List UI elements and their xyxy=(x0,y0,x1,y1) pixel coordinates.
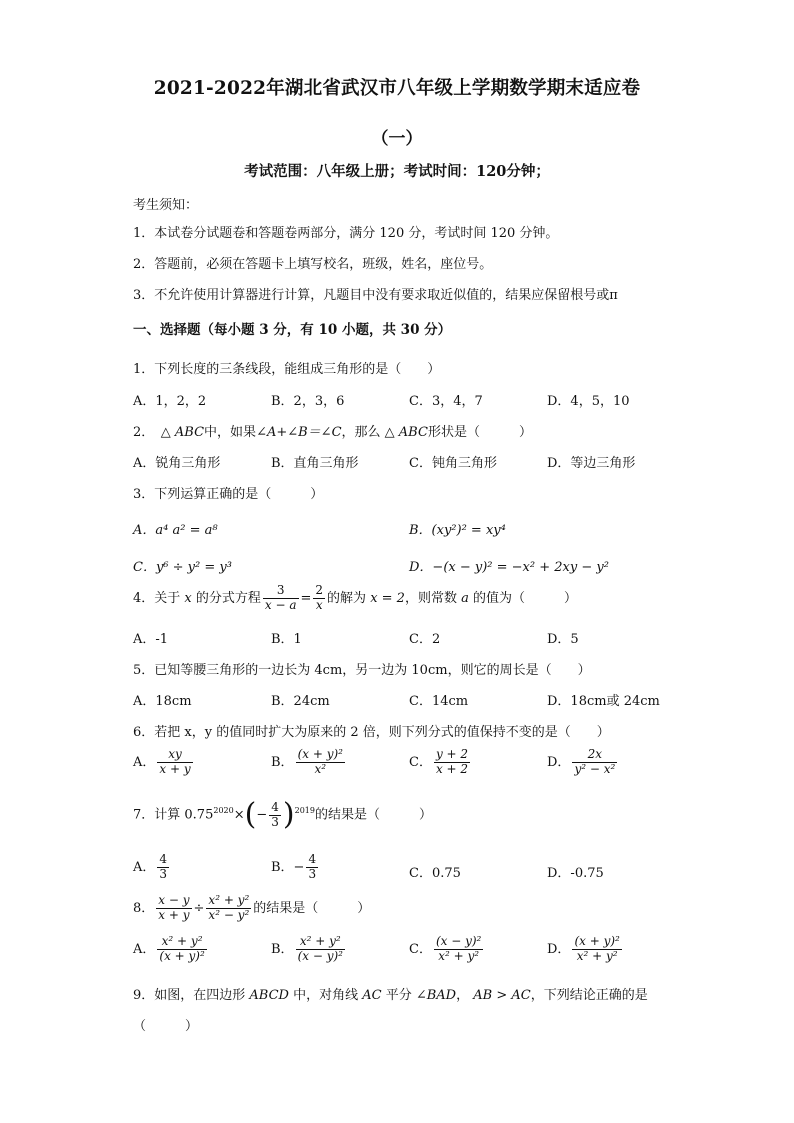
question-3-option-b[interactable]: B．(xy²)² = xy⁴ xyxy=(409,523,506,538)
question-8-options xyxy=(133,935,693,975)
question-8-fraction-left: $\frac{x - y}{x + y}$ xyxy=(158,893,190,922)
question-2-option-d[interactable]: D．等边三角形 xyxy=(547,456,636,471)
question-6-option-a[interactable]: A． $\frac{xy}{x + y}$ xyxy=(133,747,191,776)
question-4-fraction-right: $\frac{2}{x}$ xyxy=(315,583,324,612)
question-1-option-c[interactable]: C．3，4，7 xyxy=(409,394,483,409)
question-3-options-row1 xyxy=(133,519,693,543)
question-4-option-a[interactable]: A．-1 xyxy=(133,632,169,647)
notice-item-3: 3．不允许使用计算器进行计算，凡题目中没有要求取近似值的，结果应保留根号或π xyxy=(133,288,618,303)
question-3-option-c[interactable]: C．y⁶ ÷ y² = y³ xyxy=(133,560,232,575)
section-heading-choice: 一、选择题（每小题 3 分，有 10 小题，共 30 分） xyxy=(133,322,452,338)
question-3-options-row2 xyxy=(133,556,693,580)
exam-scope: 考试范围：八年级上册；考试时间：120分钟； xyxy=(244,163,550,180)
question-5-option-b[interactable]: B．24cm xyxy=(271,694,330,709)
question-6-options xyxy=(133,748,693,788)
exam-subtitle: （一） xyxy=(371,129,423,149)
exam-title: 2021-2022年湖北省武汉市八年级上学期数学期末适应卷 xyxy=(153,78,641,99)
question-5-option-d[interactable]: D．18cm或 24cm xyxy=(547,694,660,709)
question-2-stem: 2． △ ABC中，如果∠A+∠B＝∠C，那么 △ ABC形状是（ ） xyxy=(133,425,532,440)
question-8-option-a[interactable]: A． $\frac{\text{x² + y²}}{\text{(x + y)²}}$ xyxy=(133,934,205,963)
question-1-option-b[interactable]: B．2，3，6 xyxy=(271,394,345,409)
question-9-stem: 9．如图，在四边形 ABCD 中，对角线 AC 平分 ∠BAD， AB > AC，下列结论正确的是 xyxy=(133,988,648,1003)
question-9-blank: （ ） xyxy=(133,1019,199,1034)
question-8-option-d[interactable]: D． $\frac{\text{(x + y)²}}{\text{x² + y²}}$ xyxy=(547,934,620,963)
question-7-fraction: $\frac{4}{3}$ xyxy=(271,799,279,829)
question-6-option-b[interactable]: B． $\frac{\text{(x + y)²}}{\text{x²}}$ xyxy=(271,747,343,776)
question-2-option-c[interactable]: C．钝角三角形 xyxy=(409,456,497,471)
question-8-stem: 8． $\frac{x - y}{x + y}$ ÷ $\frac{\text{x² + y²}}{\text{x² − y²}}$ 的结果是（ ） xyxy=(133,893,371,922)
question-2-option-a[interactable]: A．锐角三角形 xyxy=(133,456,221,471)
question-4-stem: 4．关于 x 的分式方程 $\frac{3}{x - a}$ = $\frac{2}{x}$ 的解为 x = 2，则常数 a 的值为（ ） xyxy=(133,583,577,612)
question-4-option-b[interactable]: B．1 xyxy=(271,632,302,647)
notice-item-2: 2．答题前，必须在答题卡上填写校名，班级，姓名，座位号。 xyxy=(133,257,493,272)
question-5-stem: 5．已知等腰三角形的一边长为 4cm，另一边为 10cm，则它的周长是（ ） xyxy=(133,663,591,678)
question-2-condition: ∠A+∠B＝∠C xyxy=(256,425,342,440)
question-1-options xyxy=(133,390,693,414)
question-7-options xyxy=(133,853,693,889)
question-5-option-a[interactable]: A．18cm xyxy=(133,694,192,709)
question-5-option-c[interactable]: C．14cm xyxy=(409,694,469,709)
question-4-option-d[interactable]: D．5 xyxy=(547,632,579,647)
question-6-stem: 6．若把 x，y 的值同时扩大为原来的 2 倍，则下列分式的值保持不变的是（ ） xyxy=(133,725,610,740)
question-2-option-b[interactable]: B．直角三角形 xyxy=(271,456,359,471)
question-1-option-d[interactable]: D．4，5，10 xyxy=(547,394,630,409)
question-4-option-c[interactable]: C．2 xyxy=(409,632,441,647)
notice-heading: 考生须知： xyxy=(133,198,199,213)
question-4-options xyxy=(133,628,693,652)
question-7-stem: 7．计算 $0.75^{2020}\times(-$ $\frac{4}{3}$ )$^{2019}$的结果是（ ） xyxy=(133,797,432,832)
question-8-option-c[interactable]: C． $\frac{\text{(x − y)²}}{\text{x² + y²}}$ xyxy=(409,934,482,963)
question-6-option-d[interactable]: D． $\frac{2x}{\text{y² − x²}}$ xyxy=(547,747,616,776)
question-8-fraction-right: $\frac{\text{x² + y²}}{\text{x² − y²}}$ xyxy=(208,893,250,922)
question-2-options xyxy=(133,452,693,476)
question-7-option-d[interactable]: D．-0.75 xyxy=(547,866,604,881)
question-4-fraction-left: $\frac{3}{x - a}$ xyxy=(264,583,297,612)
question-8-option-b[interactable]: B． $\frac{\text{x² + y²}}{\text{(x − y)²}}$ xyxy=(271,934,343,963)
question-7-option-c[interactable]: C．0.75 xyxy=(409,866,461,881)
question-1-option-a[interactable]: A．1，2，2 xyxy=(133,394,207,409)
question-5-options xyxy=(133,690,693,714)
question-3-option-a[interactable]: A．a⁴ a² = a⁸ xyxy=(133,523,218,538)
question-3-option-d[interactable]: D．−(x − y)² = −x² + 2xy − y² xyxy=(409,560,609,575)
question-1-stem: 1．下列长度的三条线段，能组成三角形的是（ ） xyxy=(133,362,441,377)
question-6-option-c[interactable]: C． $\frac{y + 2}{x + 2}$ xyxy=(409,747,469,776)
question-3-stem: 3．下列运算正确的是（ ） xyxy=(133,487,324,502)
notice-item-1: 1．本试卷分试题卷和答题卷两部分，满分 120 分，考试时间 120 分钟。 xyxy=(133,226,559,241)
question-7-option-b[interactable]: B．− $\frac{4}{3}$ xyxy=(271,852,317,881)
question-7-option-a[interactable]: A． $\frac{4}{3}$ xyxy=(133,852,168,881)
